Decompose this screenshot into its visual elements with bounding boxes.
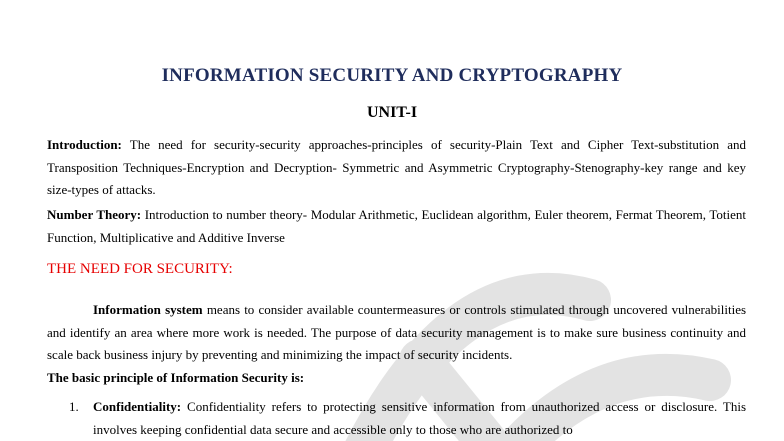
list-item-text: Confidentiality refers to protecting sensitive information from unauthorized access or disclosure. This involves keeping confidential data secure and accessible only to those who are authorized to xyxy=(93,399,747,437)
section-lead-paragraph xyxy=(47,299,746,367)
syllabus-introduction-label: Introduction: xyxy=(47,137,122,152)
principle-heading: The basic principle of Information Security is: xyxy=(47,370,305,385)
syllabus-introduction xyxy=(47,134,746,202)
syllabus-number-theory xyxy=(47,204,746,249)
syllabus-introduction-text: The need for security-security approaches-principles of security-Plain Text and Cipher Text-substitution and Transposition Techniques-Encryption and Decryption- Symmetric and Asymmetric Cryptography-Stenography-key range and key size-types of attacks. xyxy=(47,137,746,197)
unit-heading: UNIT-I xyxy=(366,104,418,121)
list-item xyxy=(47,396,746,441)
section-lead-bold: Information system xyxy=(93,302,203,317)
document-title: INFORMATION SECURITY AND CRYPTOGRAPHY xyxy=(161,65,623,86)
section-lead-text: means to consider available countermeasures or controls stimulated through uncovered vulnerabilities and identify an area where more work is needed. The purpose of data security management is to make sure business continuity and scale back business injury by preventing and minimizing the impact of security incidents. xyxy=(47,302,747,362)
list-item-body xyxy=(93,396,746,441)
syllabus-number-theory-label: Number Theory: xyxy=(47,207,142,222)
section-heading: THE NEED FOR SECURITY: xyxy=(47,261,233,277)
syllabus-number-theory-text: Introduction to number theory- Modular Arithmetic, Euclidean algorithm, Euler theorem, Fermat Theorem, Totient Function, Multiplicative and Additive Inverse xyxy=(47,207,746,245)
list-item-label: Confidentiality: xyxy=(93,399,182,414)
list-item-number: 1. xyxy=(69,399,79,414)
